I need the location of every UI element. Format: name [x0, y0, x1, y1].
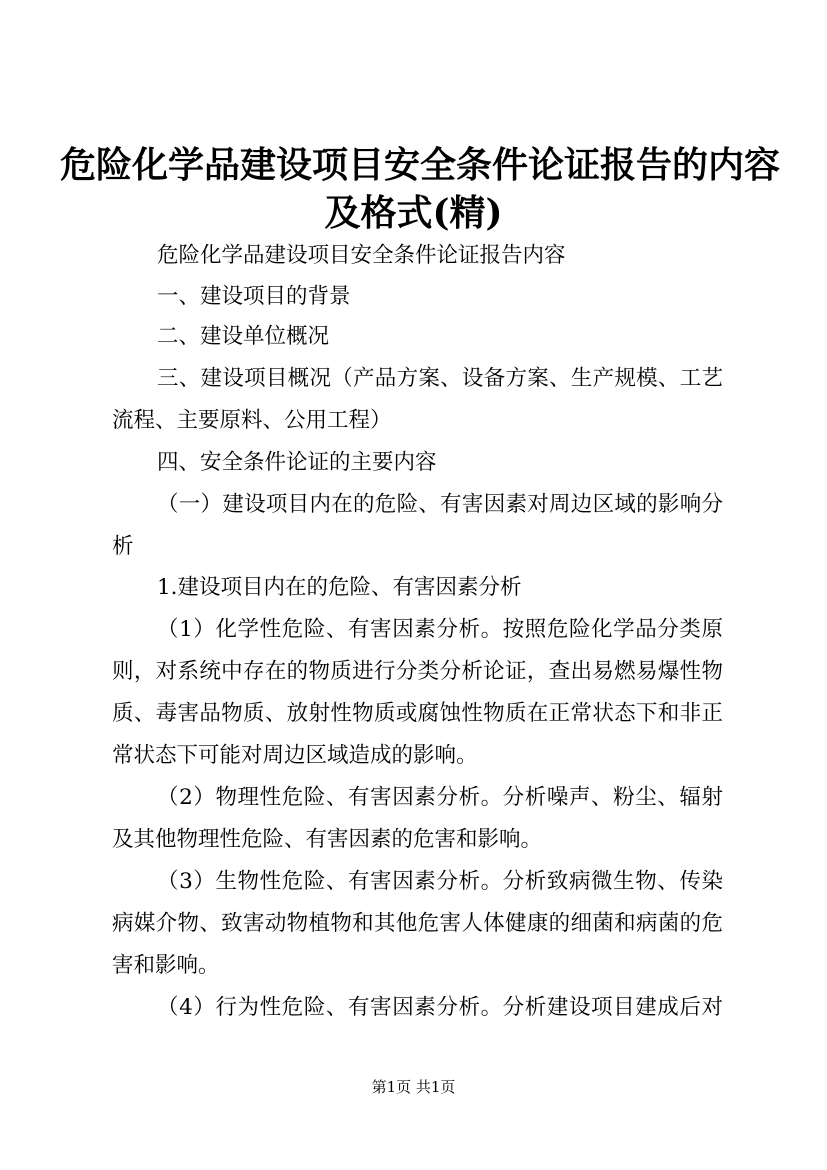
body-line-19: （4）行为性危险、有害因素分析。分析建设项目建成后对: [157, 995, 723, 1020]
body-line-11: 则，对系统中存在的物质进行分类分析论证，查出易燃易爆性物: [112, 659, 723, 684]
body-line-4: 三、建设项目概况（产品方案、设备方案、生产规模、工艺: [157, 366, 723, 391]
body-line-14: （2）物理性危险、有害因素分析。分析噪声、粉尘、辐射: [157, 785, 723, 810]
document-title-line-2: 及格式(精): [324, 192, 503, 234]
body-line-2: 一、建设项目的背景: [157, 284, 351, 309]
body-line-13: 常状态下可能对周边区域造成的影响。: [112, 743, 478, 768]
body-line-16: （3）生物性危险、有害因素分析。分析致病微生物、传染: [157, 869, 723, 894]
document-title-line-1: 危险化学品建设项目安全条件论证报告的内容: [60, 144, 781, 186]
body-line-15: 及其他物理性危险、有害因素的危害和影响。: [112, 827, 543, 852]
body-line-8: 析: [112, 534, 134, 559]
body-line-7: （一）建设项目内在的危险、有害因素对周边区域的影响分: [157, 492, 723, 517]
body-line-6: 四、安全条件论证的主要内容: [157, 450, 437, 475]
body-line-1: 危险化学品建设项目安全条件论证报告内容: [157, 243, 566, 268]
body-line-10: （1）化学性危险、有害因素分析。按照危险化学品分类原: [157, 617, 723, 642]
body-line-5: 流程、主要原料、公用工程）: [112, 408, 392, 433]
page-footer: 第1页 共1页: [371, 1078, 456, 1096]
body-line-12: 质、毒害品物质、放射性物质或腐蚀性物质在正常状态下和非正: [112, 701, 723, 726]
body-line-17: 病媒介物、致害动物植物和其他危害人体健康的细菌和病菌的危: [112, 911, 723, 936]
body-line-18: 害和影响。: [112, 953, 220, 978]
body-line-9: 1.建设项目内在的危险、有害因素分析: [157, 575, 522, 600]
body-line-3: 二、建设单位概况: [157, 324, 330, 349]
